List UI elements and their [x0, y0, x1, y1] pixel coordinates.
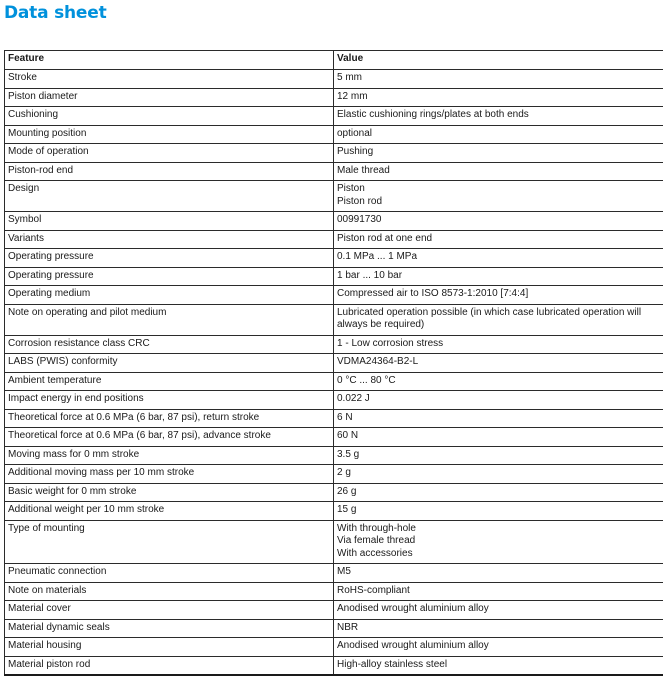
- table-row: [5, 391, 663, 410]
- value-cell: optional: [334, 125, 663, 144]
- feature-cell: Theoretical force at 0.6 MPa (6 bar, 87 psi), return stroke: [5, 409, 334, 428]
- value-cell: 0.022 J: [334, 391, 663, 410]
- value-cell: Anodised wrought aluminium alloy: [334, 638, 663, 657]
- data-sheet-table: [4, 50, 663, 676]
- feature-cell: Material piston rod: [5, 656, 334, 675]
- table-row: [5, 267, 663, 286]
- column-header-value: Value: [334, 51, 663, 70]
- feature-cell: Piston diameter: [5, 88, 334, 107]
- value-cell: 2 g: [334, 465, 663, 484]
- feature-cell: Impact energy in end positions: [5, 391, 334, 410]
- table-row: [5, 656, 663, 675]
- feature-cell: Pneumatic connection: [5, 564, 334, 583]
- feature-cell: Mode of operation: [5, 144, 334, 163]
- value-cell: M5: [334, 564, 663, 583]
- feature-cell: Mounting position: [5, 125, 334, 144]
- value-cell: Piston rod at one end: [334, 230, 663, 249]
- header-row: [5, 51, 663, 70]
- value-cell: High-alloy stainless steel: [334, 656, 663, 675]
- table-row: [5, 465, 663, 484]
- feature-cell: Symbol: [5, 212, 334, 231]
- table-row: [5, 125, 663, 144]
- value-cell: Pushing: [334, 144, 663, 163]
- table-row: [5, 249, 663, 268]
- feature-cell: Variants: [5, 230, 334, 249]
- value-cell: 6 N: [334, 409, 663, 428]
- value-cell: Compressed air to ISO 8573-1:2010 [7:4:4]: [334, 286, 663, 305]
- column-header-feature: Feature: [5, 51, 334, 70]
- feature-cell: Stroke: [5, 70, 334, 89]
- value-cell: 3.5 g: [334, 446, 663, 465]
- table-row: [5, 638, 663, 657]
- value-cell: RoHS-compliant: [334, 582, 663, 601]
- feature-cell: Note on materials: [5, 582, 334, 601]
- value-cell: 12 mm: [334, 88, 663, 107]
- table-row: [5, 335, 663, 354]
- table-row: [5, 304, 663, 335]
- value-cell: 60 N: [334, 428, 663, 447]
- feature-cell: Cushioning: [5, 107, 334, 126]
- feature-cell: Corrosion resistance class CRC: [5, 335, 334, 354]
- table-row: [5, 286, 663, 305]
- table-row: [5, 520, 663, 564]
- feature-cell: Note on operating and pilot medium: [5, 304, 334, 335]
- value-cell: Male thread: [334, 162, 663, 181]
- value-cell: Anodised wrought aluminium alloy: [334, 601, 663, 620]
- table-row: [5, 483, 663, 502]
- table-row: [5, 428, 663, 447]
- value-cell: 1 bar ... 10 bar: [334, 267, 663, 286]
- feature-cell: Design: [5, 181, 334, 212]
- value-cell: 5 mm: [334, 70, 663, 89]
- feature-cell: Additional weight per 10 mm stroke: [5, 502, 334, 521]
- table-row: [5, 144, 663, 163]
- page-title: Data sheet: [4, 3, 107, 23]
- table-row: [5, 181, 663, 212]
- value-cell: Piston Piston rod: [334, 181, 663, 212]
- feature-cell: Type of mounting: [5, 520, 334, 564]
- table-row: [5, 619, 663, 638]
- table-row: [5, 601, 663, 620]
- value-cell: 00991730: [334, 212, 663, 231]
- table-row: [5, 162, 663, 181]
- value-cell: Elastic cushioning rings/plates at both ends: [334, 107, 663, 126]
- table-row: [5, 354, 663, 373]
- table-row: [5, 107, 663, 126]
- feature-cell: LABS (PWIS) conformity: [5, 354, 334, 373]
- feature-cell: Additional moving mass per 10 mm stroke: [5, 465, 334, 484]
- table-row: [5, 409, 663, 428]
- table-row: [5, 502, 663, 521]
- table-header: [5, 51, 663, 70]
- feature-cell: Piston-rod end: [5, 162, 334, 181]
- value-cell: 15 g: [334, 502, 663, 521]
- feature-cell: Material cover: [5, 601, 334, 620]
- value-cell: 26 g: [334, 483, 663, 502]
- value-cell: With through-hole Via female thread With accessories: [334, 520, 663, 564]
- value-cell: 0 °C ... 80 °C: [334, 372, 663, 391]
- value-cell: NBR: [334, 619, 663, 638]
- value-cell: Lubricated operation possible (in which case lubricated operation will always be required): [334, 304, 663, 335]
- table-row: [5, 564, 663, 583]
- feature-cell: Material dynamic seals: [5, 619, 334, 638]
- feature-cell: Theoretical force at 0.6 MPa (6 bar, 87 psi), advance stroke: [5, 428, 334, 447]
- table-body: [5, 70, 663, 676]
- feature-cell: Operating pressure: [5, 267, 334, 286]
- table-row: [5, 582, 663, 601]
- value-cell: 1 - Low corrosion stress: [334, 335, 663, 354]
- feature-cell: Ambient temperature: [5, 372, 334, 391]
- table-row: [5, 446, 663, 465]
- feature-cell: Material housing: [5, 638, 334, 657]
- table-row: [5, 70, 663, 89]
- feature-cell: Operating pressure: [5, 249, 334, 268]
- feature-cell: Operating medium: [5, 286, 334, 305]
- table-row: [5, 88, 663, 107]
- table-row: [5, 372, 663, 391]
- feature-cell: Basic weight for 0 mm stroke: [5, 483, 334, 502]
- value-cell: VDMA24364-B2-L: [334, 354, 663, 373]
- feature-cell: Moving mass for 0 mm stroke: [5, 446, 334, 465]
- table-row: [5, 212, 663, 231]
- table-row: [5, 230, 663, 249]
- value-cell: 0.1 MPa ... 1 MPa: [334, 249, 663, 268]
